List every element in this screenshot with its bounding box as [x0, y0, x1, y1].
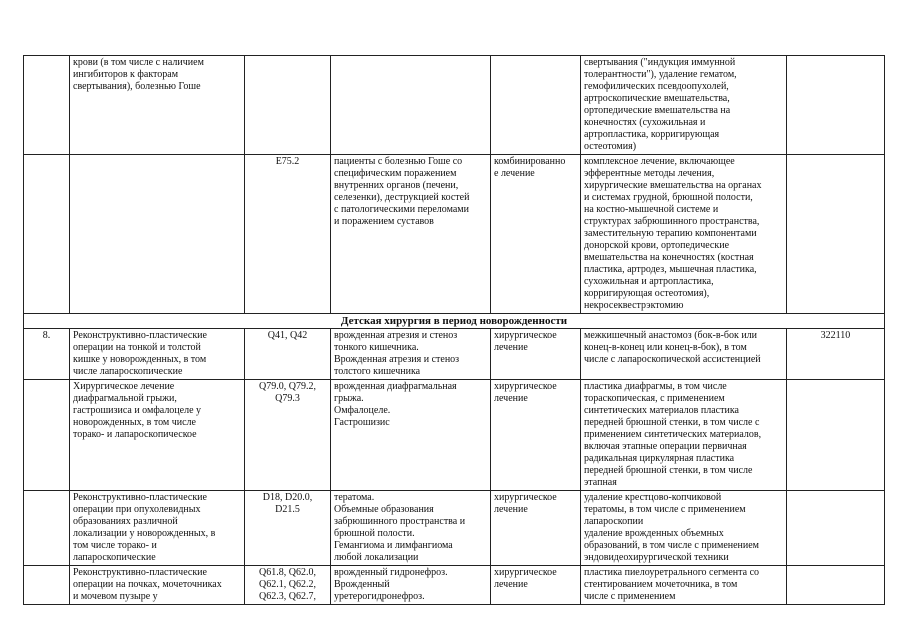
vmp-code-cell: 322110 [787, 329, 885, 380]
icd-code-cell: D18, D20.0, D21.5 [245, 491, 331, 566]
patient-model-cell: врожденный гидронефроз. Врожденный уретерогидронефроз. [331, 566, 491, 605]
treatment-type-cell: хирургическое лечение [491, 380, 581, 491]
icd-code-cell: E75.2 [245, 155, 331, 314]
table-row [24, 380, 885, 491]
medical-procedures-table [23, 55, 885, 605]
vmp-code-cell [787, 491, 885, 566]
treatment-type-cell: комбинированно е лечение [491, 155, 581, 314]
procedure-name-cell: Реконструктивно-пластические операции на почках, мочеточниках и мочевом пузыре у [70, 566, 245, 605]
treatment-type-cell: хирургическое лечение [491, 491, 581, 566]
procedure-name-cell: Хирургическое лечение диафрагмальной грыжи, гастрошизиса и омфалоцеле у новорожденных, в том числе торако- и лапароскопическое [70, 380, 245, 491]
treatment-method-cell: межкишечный анастомоз (бок-в-бок или конец-в-конец или конец-в-бок), в том числе с лапароскопической ассистенцией [581, 329, 787, 380]
row-number-cell [24, 56, 70, 155]
row-number-cell: 8. [24, 329, 70, 380]
patient-model-cell [331, 56, 491, 155]
treatment-method-cell: комплексное лечение, включающее эфферентные методы лечения, хирургические вмешательства на органах и системах грудной, брюшной полости, на костно-мышечной системе и структурах забрюшинного пространства, заместительную терапию компонентами донорской крови, ортопедические вмешательства на конечностях (костная пластика, артродез, мышечная пластика, сухожильная и артропластика, корригирующая остеотомия), некросеквестрэктомию [581, 155, 787, 314]
treatment-type-cell [491, 56, 581, 155]
table-row [24, 56, 885, 155]
table-row [24, 155, 885, 314]
table-row [24, 329, 885, 380]
row-number-cell [24, 380, 70, 491]
patient-model-cell: пациенты с болезнью Гоше со специфическим поражением внутренних органов (печени, селезенки), деструкцией костей с патологическими переломами и поражением суставов [331, 155, 491, 314]
vmp-code-cell [787, 566, 885, 605]
table-row [24, 566, 885, 605]
treatment-method-cell: удаление крестцово-копчиковой тератомы, в том числе с применением лапароскопии удаление врожденных объемных образований, в том числе с применением эндовидеохирургической техники [581, 491, 787, 566]
treatment-type-cell: хирургическое лечение [491, 329, 581, 380]
row-number-cell [24, 566, 70, 605]
treatment-method-cell: пластика пиелоуретрального сегмента со стентированием мочеточника, в том числе с применением [581, 566, 787, 605]
table-row [24, 491, 885, 566]
vmp-code-cell [787, 56, 885, 155]
icd-code-cell: Q79.0, Q79.2, Q79.3 [245, 380, 331, 491]
treatment-method-cell: пластика диафрагмы, в том числе тораскопическая, с применением синтетических материалов пластика передней брюшной стенки, в том числе с применением синтетических материалов, включая этапные операции первичная радикальная циркулярная пластика передней брюшной стенки, в том числе этапная [581, 380, 787, 491]
procedure-name-cell: Реконструктивно-пластические операции при опухолевидных образованиях различной локализации у новорожденных, в том числе торако- и лапароскопические [70, 491, 245, 566]
procedure-name-cell: крови (в том числе с наличием ингибиторов к факторам свертывания), болезнью Гоше [70, 56, 245, 155]
icd-code-cell [245, 56, 331, 155]
patient-model-cell: врожденная диафрагмальная грыжа. Омфалоцеле. Гастрошизис [331, 380, 491, 491]
patient-model-cell: тератома. Объемные образования забрюшинного пространства и брюшной полости. Гемангиома и лимфангиома любой локализации [331, 491, 491, 566]
row-number-cell [24, 155, 70, 314]
treatment-type-cell: хирургическое лечение [491, 566, 581, 605]
treatment-method-cell: свертывания ("индукция иммунной толерантности"), удаление гематом, гемофилических псевдоопухолей, артроскопические вмешательства, ортопедические вмешательства на конечностях (сухожильная и артропластика, корригирующая остеотомия) [581, 56, 787, 155]
icd-code-cell: Q61.8, Q62.0, Q62.1, Q62.2, Q62.3, Q62.7, [245, 566, 331, 605]
vmp-code-cell [787, 155, 885, 314]
section-header-row [24, 314, 885, 329]
icd-code-cell: Q41, Q42 [245, 329, 331, 380]
patient-model-cell: врожденная атрезия и стеноз тонкого кишечника. Врожденная атрезия и стеноз толстого кишечника [331, 329, 491, 380]
vmp-code-cell [787, 380, 885, 491]
row-number-cell [24, 491, 70, 566]
section-title: Детская хирургия в период новорожденности [24, 314, 885, 329]
procedure-name-cell: Реконструктивно-пластические операции на тонкой и толстой кишке у новорожденных, в том числе лапароскопические [70, 329, 245, 380]
procedure-name-cell [70, 155, 245, 314]
